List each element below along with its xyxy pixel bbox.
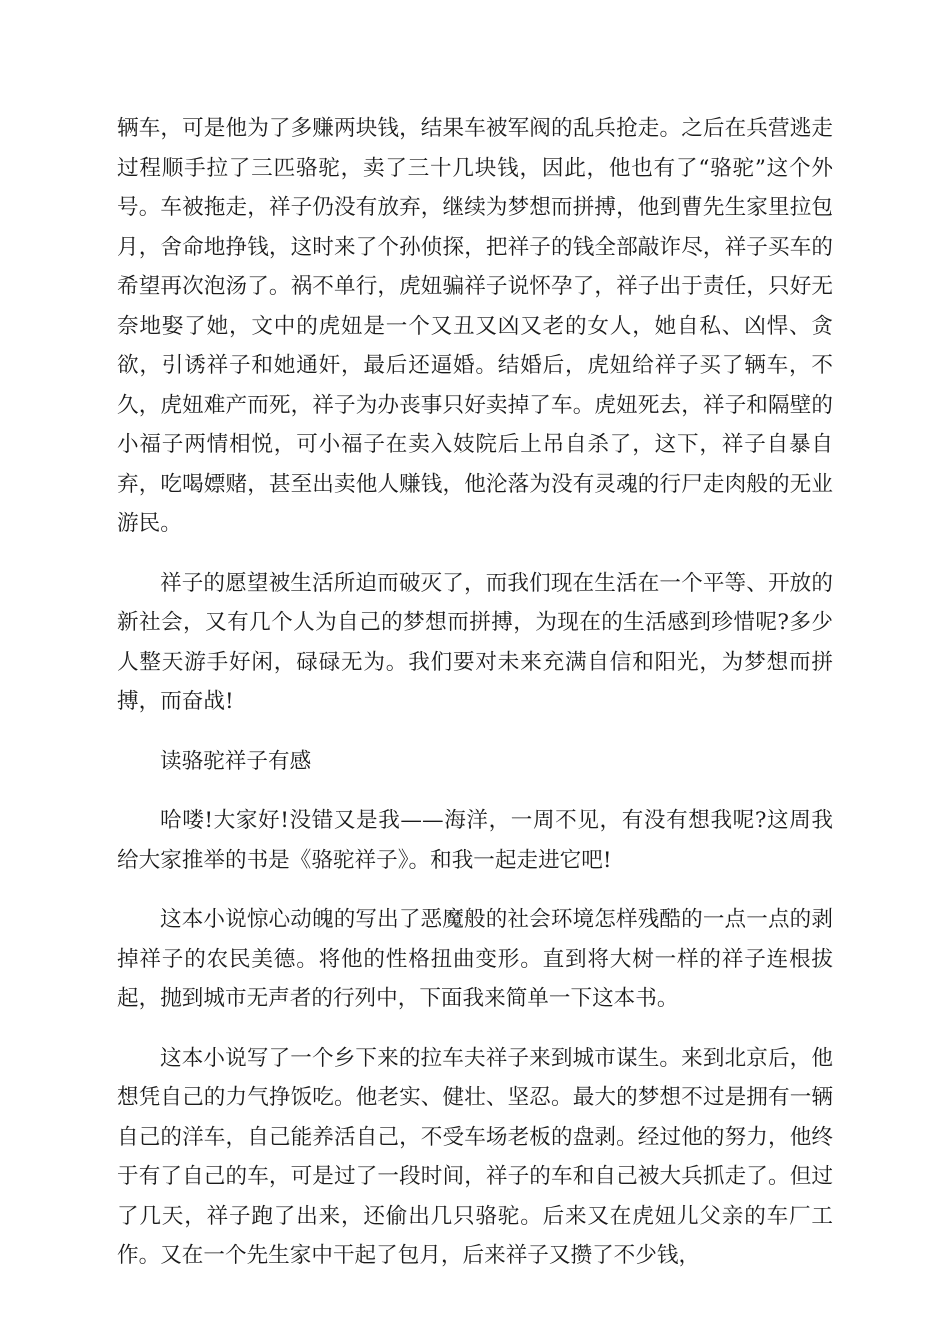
paragraph-overview: 这本小说惊心动魄的写出了恶魔般的社会环境怎样残酷的一点一点的剥掉祥子的农民美德。将他的性格扭曲变形。直到将大树一样的祥子连根拔起，抛到城市无声者的行列中，下面我来简单一下这本书。 bbox=[117, 907, 833, 1011]
paragraph-story-summary: 辆车，可是他为了多赚两块钱，结果车被军阀的乱兵抢走。之后在兵营逃走过程顺手拉了三匹骆驼，卖了三十几块钱，因此，他也有了“骆驼”这个外号。车被拖走，祥子仍没有放弃，继续为梦想而拼搏，他到曹先生家里拉包月，舍命地挣钱，这时来了个孙侦探，把祥子的钱全部敲诈尽，祥子买车的希望再次泡汤了。祸不单行，虎妞骗祥子说怀孕了，祥子出于责任，只好无奈地娶了她，文中的虎妞是一个又丑又凶又老的女人，她自私、凶悍、贪欲，引诱祥子和她通奸，最后还逼婚。结婚后，虎妞给祥子买了辆车，不久，虎妞难产而死，祥子为办丧事只好卖掉了车。虎妞死去，祥子和隔壁的小福子两情相悦，可小福子在卖入妓院后上吊自杀了，这下，祥子自暴自弃，吃喝嫖赌，甚至出卖他人赚钱，他沦落为没有灵魂的行尸走肉般的无业游民。 bbox=[117, 116, 833, 536]
essay-title: 读骆驼祥子有感 bbox=[160, 748, 312, 774]
paragraph-reflection: 祥子的愿望被生活所迫而破灭了，而我们现在生活在一个平等、开放的新社会，又有几个人为自己的梦想而拼搏，为现在的生活感到珍惜呢?多少人整天游手好闲，碌碌无为。我们要对未来充满自信和阳光，为梦想而拼搏，而奋战! bbox=[117, 570, 833, 714]
paragraph-greeting: 哈喽!大家好!没错又是我——海洋，一周不见，有没有想我呢?这周我给大家推举的书是《骆驼祥子》。和我一起走进它吧! bbox=[117, 808, 833, 873]
document-body bbox=[117, 109, 833, 1276]
paragraph-plot: 这本小说写了一个乡下来的拉车夫祥子来到城市谋生。来到北京后，他想凭自己的力气挣饭吃。他老实、健壮、坚忍。最大的梦想不过是拥有一辆自己的洋车，自己能养活自己，不受车场老板的盘剥。经过他的努力，他终于有了自己的车，可是过了一段时间，祥子的车和自己被大兵抓走了。但过了几天，祥子跑了出来，还偷出几只骆驼。后来又在虎妞儿父亲的车厂工作。又在一个先生家中干起了包月，后来祥子又攒了不少钱， bbox=[117, 1045, 833, 1268]
